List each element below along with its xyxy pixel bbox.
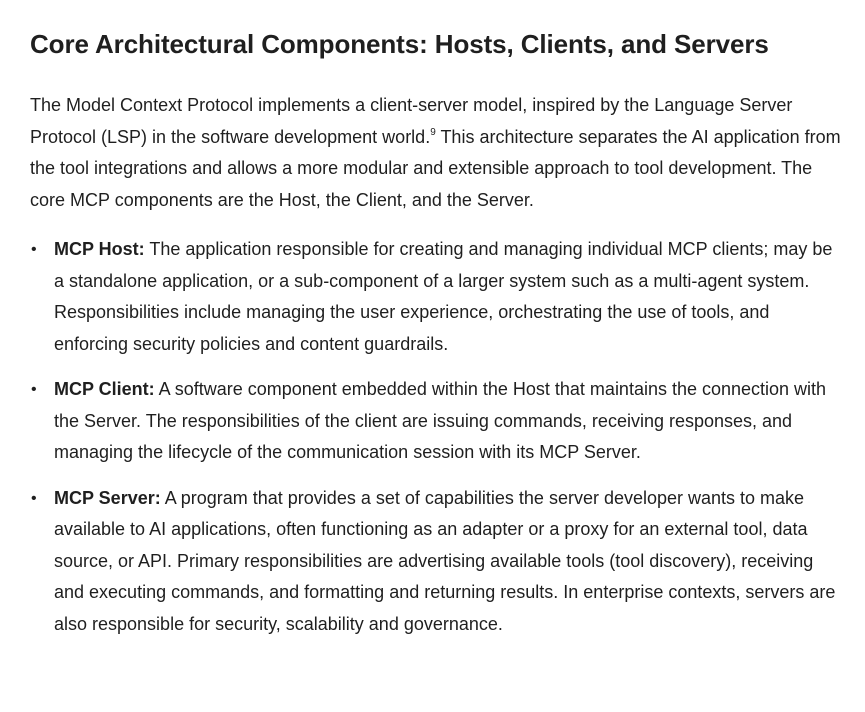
intro-text: The Model Context Protocol implements a client-server model, inspired by the Language Server Protocol (LSP) in the software development world.	[30, 95, 793, 147]
intro-text-continued: This architecture separates the AI application from the tool integrations and allows a more modular and extensible approach to tool development. The core MCP components are the Host, the Client, and the Server.	[30, 126, 841, 210]
term-label: MCP Client:	[54, 379, 155, 399]
list-item-mcp-server	[30, 483, 847, 641]
components-list	[30, 234, 847, 640]
intro-paragraph	[30, 90, 847, 216]
term-label: MCP Server:	[54, 487, 161, 508]
list-item-mcp-client	[30, 374, 847, 469]
bullet-icon: •	[31, 381, 37, 398]
term-label: MCP Host:	[54, 239, 145, 259]
list-item-mcp-host	[30, 234, 847, 360]
footnote-reference[interactable]: 9	[430, 126, 436, 138]
term-description: The application responsible for creating and managing individual MCP clients; may be a standalone application, or a sub-component of a larger system such as a multi-agent system. Responsibilities include managing the user experience, orchestrating the use of tools, and enforcing security policies and content guardrails.	[54, 239, 833, 354]
section-heading: Core Architectural Components: Hosts, Clients, and Servers	[30, 29, 769, 59]
term-description: A software component embedded within the Host that maintains the connection with the Server. The responsibilities of the client are issuing commands, receiving responses, and managing the lifecycle of the communication session with its MCP Server.	[54, 379, 827, 462]
bullet-icon: •	[31, 489, 37, 507]
term-description: A program that provides a set of capabilities the server developer wants to make available to AI applications, often functioning as an adapter or a proxy for an external tool, data source, or API. Primary responsibilities are advertising available tools (tool discovery), receiving and executing commands, and formatting and returning results. In enterprise contexts, servers are also responsible for security, scalability and governance.	[54, 487, 836, 634]
bullet-icon: •	[31, 241, 37, 258]
